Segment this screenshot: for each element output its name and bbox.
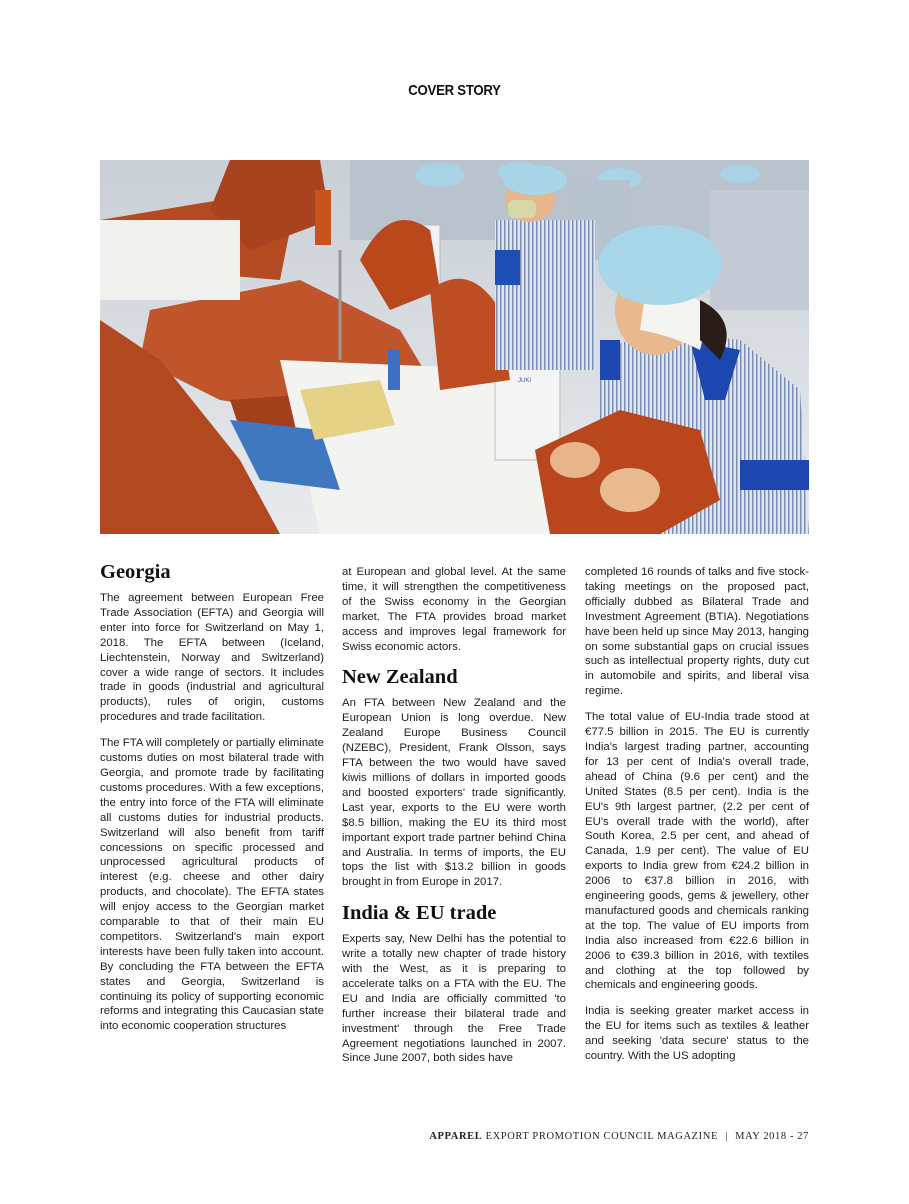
paragraph: at European and global level. At the same time, it will strengthen the competitiveness of the Swiss economy in the Georgian market. The FTA provides broad market access and improves legal framework for Swiss economic actors.: [342, 566, 566, 653]
paragraph: Experts say, New Delhi has the potential to write a totally new chapter of trade history with the West, as it is preparing to accelerate talks on a FTA with the EU. The EU and India are officially committed 'to further increase their bilateral trade and investment' through the Free Trade Agreement negotiations launched in 2007. Since June 2007, both sides have: [342, 933, 566, 1065]
footer-issue: MAY 2018: [735, 1131, 787, 1142]
paragraph: The total value of EU-India trade stood at €77.5 billion in 2015. The EU is currently India's largest trading partner, accounting for 13 per cent of India's overall trade, ahead of China (9.6 per cent) and the United States (8.5 per cent). India is the EU's 9th largest partner, (2.2 per cent of EU's overall trade with the world), after South Korea, 2.5 per cent, and ahead of Canada, 1.9 per cent). The value of EU exports to India grew from €24.2 billion in 2006 to €37.8 billion in 2016, with engineering goods, gems & jewellery, other manufactured goods and chemicals ranking at the top. The value of EU imports from India also increased from €22.6 billion in 2006 to €39.3 billion in 2016, with textiles and clothing at the top followed by chemicals and engineering goods.: [585, 711, 809, 992]
footer-separator: |: [725, 1131, 728, 1142]
garment-factory-illustration: [100, 160, 809, 534]
paragraph: India is seeking greater market access in the EU for items such as textiles & leather and seeking 'data secure' status to the country. With the US adopting: [585, 1005, 809, 1063]
footer-brand: APPAREL: [429, 1131, 483, 1142]
section-heading-india-eu-trade: India & EU trade: [342, 902, 497, 925]
section-label: COVER STORY: [408, 82, 501, 99]
section-heading-georgia: Georgia: [100, 561, 171, 583]
footer-page-number: - 27: [789, 1131, 809, 1142]
paragraph: An FTA between New Zealand and the European Union is long overdue. New Zealand Europe Business Council (NZEBC), President, Frank Olsson, says FTA between the two would have saved kiwis millions of dollars in imported goods and boosted exporters' trade significantly. Last year, exports to the EU were worth $8.5 billion, making the EU its third most important export trade partner behind China and Australia. In terms of imports, the EU tops the list with $13.2 billion in goods brought in from Europe in 2017.: [342, 697, 566, 889]
article-column-1: [100, 563, 324, 1045]
paragraph: The agreement between European Free Trade Association (EFTA) and Georgia will enter into force for Switzerland on May 1, 2018. The EFTA between (Iceland, Liechtenstein, Norway and Switzerland) cover a wide range of sectors. It includes trade in goods (industrial and agricultural products), rules of origin, customs procedures and trade facilitation.: [100, 592, 324, 724]
article-column-2: [342, 565, 566, 1077]
article-column-3: [585, 565, 809, 1075]
section-heading-new-zealand: New Zealand: [342, 666, 458, 689]
page-footer: [429, 1131, 809, 1142]
machine-brand-text: JUKI: [518, 378, 532, 384]
paragraph: completed 16 rounds of talks and five stock-taking meetings on the proposed pact, officially dubbed as Bilateral Trade and Investment Agreement (BTIA). Negotiations have been held up since May 2013, hanging on some substantial gaps on crucial issues such as intellectual property rights, duty cut in automobile and spirits, and liberal visa regime.: [585, 566, 809, 698]
cover-photo: [100, 160, 809, 534]
paragraph: The FTA will completely or partially eliminate customs duties on most bilateral trade with Georgia, and promote trade by facilitating customs procedures. With a few exceptions, the entry into force of the FTA will eliminate all customs duties for industrial products. Switzerland will also benefit from tariff concessions on specific processed and unprocessed agricultural products of interest (e.g. cheese and other dairy products, and chocolate). The EFTA states will enjoy access to the Georgian market comparable to that of their main EU competitors. Switzerland's main export interests have been fully taken into account. By concluding the FTA between the EFTA states and Georgia, Switzerland is continuing its policy of supporting economic reforms and integrating this Caucasian state into economic cooperation structures: [100, 737, 324, 1033]
footer-publication: EXPORT PROMOTION COUNCIL MAGAZINE: [485, 1131, 718, 1142]
